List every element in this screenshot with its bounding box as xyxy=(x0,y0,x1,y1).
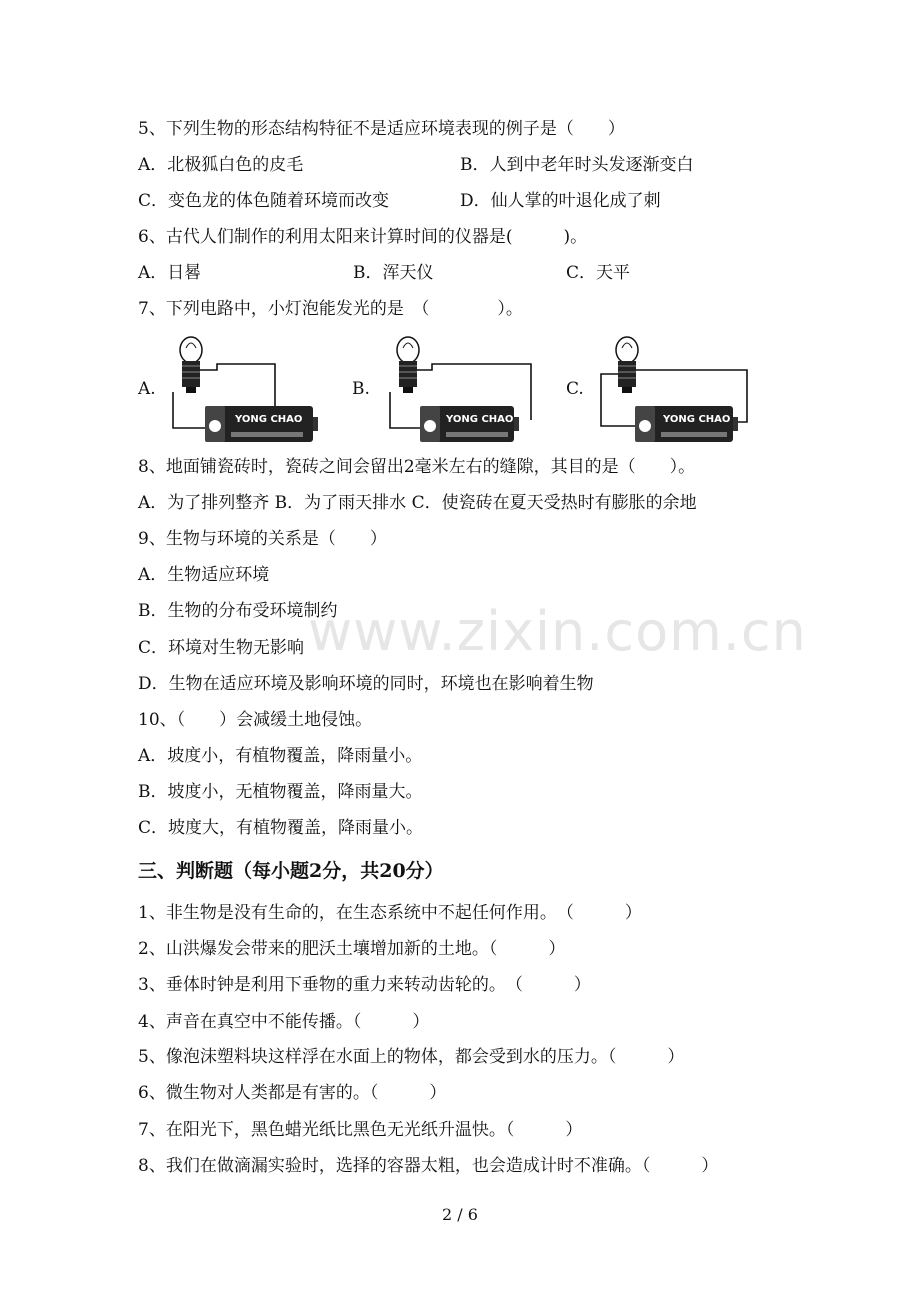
question-6-stem: 6、古代人们制作的利用太阳来计算时间的仪器是( )。 xyxy=(138,227,588,247)
bulb-icon xyxy=(180,337,202,393)
option-c: C．天平 xyxy=(566,263,631,283)
question-5-options-row1 xyxy=(138,154,694,176)
question-9-option-b: B．生物的分布受环境制约 xyxy=(138,601,338,621)
question-10-option-c: C．坡度大，有植物覆盖，降雨量小。 xyxy=(138,818,424,838)
judge-item-1: 1、非生物是没有生命的，在生态系统中不起任何作用。 （ ） xyxy=(138,903,642,923)
bulb-icon xyxy=(397,337,419,393)
option-c: C．变色龙的体色随着环境而改变 xyxy=(138,191,390,211)
question-10-stem: 10、（ ）会减缓土地侵蚀。 xyxy=(138,710,373,730)
question-6-options xyxy=(138,262,631,284)
judge-item-4: 4、声音在真空中不能传播。（ ） xyxy=(138,1012,430,1032)
page-number: 2 / 6 xyxy=(442,1205,478,1224)
question-8-stem: 8、地面铺瓷砖时，瓷砖之间会留出2毫米左右的缝隙，其目的是（ ）。 xyxy=(138,457,696,477)
judge-item-3: 3、垂体时钟是利用下垂物的重力来转动齿轮的。 （ ） xyxy=(138,975,591,995)
question-9-option-d: D．生物在适应环境及影响环境的同时，环境也在影响着生物 xyxy=(138,674,594,694)
circuit-diagram-b xyxy=(378,334,538,446)
battery-brand: YONG CHAO xyxy=(235,414,303,425)
judge-item-2: 2、山洪爆发会带来的肥沃土壤增加新的土地。（ ） xyxy=(138,939,566,959)
question-5-options-row2 xyxy=(138,190,661,212)
option-d: D．仙人掌的叶退化成了刺 xyxy=(460,191,661,211)
circuit-diagram-a xyxy=(165,334,320,446)
circuit-diagram-c xyxy=(595,334,755,446)
question-10-option-a: A．坡度小，有植物覆盖，降雨量小。 xyxy=(138,746,423,766)
battery-brand: YONG CHAO xyxy=(663,414,731,425)
battery-icon xyxy=(635,406,738,442)
circuit-label-a: A. xyxy=(138,379,156,399)
battery-brand: YONG CHAO xyxy=(446,414,514,425)
circuit-label-b: B. xyxy=(352,379,370,399)
circuit-label-c: C. xyxy=(566,379,584,399)
judge-item-7: 7、在阳光下，黑色蜡光纸比黑色无光纸升温快。（ ） xyxy=(138,1120,583,1140)
question-7-stem: 7、下列电路中，小灯泡能发光的是 （ ）。 xyxy=(138,299,523,319)
judge-item-6: 6、微生物对人类都是有害的。（ ） xyxy=(138,1083,447,1103)
question-9-option-c: C．环境对生物无影响 xyxy=(138,638,305,658)
battery-icon xyxy=(205,406,318,442)
option-a: A．日晷 xyxy=(138,263,202,283)
judge-item-8: 8、我们在做滴漏实验时，选择的容器太粗，也会造成计时不准确。（ ） xyxy=(138,1156,719,1176)
question-9-option-a: A．生物适应环境 xyxy=(138,565,270,585)
section-heading: 三、判断题（每小题2分，共20分） xyxy=(138,860,444,882)
judge-item-5: 5、像泡沫塑料块这样浮在水面上的物体，都会受到水的压力。（ ） xyxy=(138,1047,685,1067)
option-b: B．浑天仪 xyxy=(353,263,434,283)
question-10-option-b: B．坡度小，无植物覆盖，降雨量大。 xyxy=(138,782,423,802)
option-b: B．人到中老年时头发逐渐变白 xyxy=(460,155,694,175)
option-a: A．北极狐白色的皮毛 xyxy=(138,155,304,175)
question-9-stem: 9、生物与环境的关系是（ ） xyxy=(138,529,387,549)
question-8-options: A．为了排列整齐 B．为了雨天排水 C．使瓷砖在夏天受热时有膨胀的余地 xyxy=(138,493,697,513)
battery-icon xyxy=(420,406,519,442)
bulb-icon xyxy=(616,337,638,393)
watermark: www.zixin.com.cn xyxy=(308,600,807,663)
question-5-stem: 5、下列生物的形态结构特征不是适应环境表现的例子是（ ） xyxy=(138,119,625,139)
